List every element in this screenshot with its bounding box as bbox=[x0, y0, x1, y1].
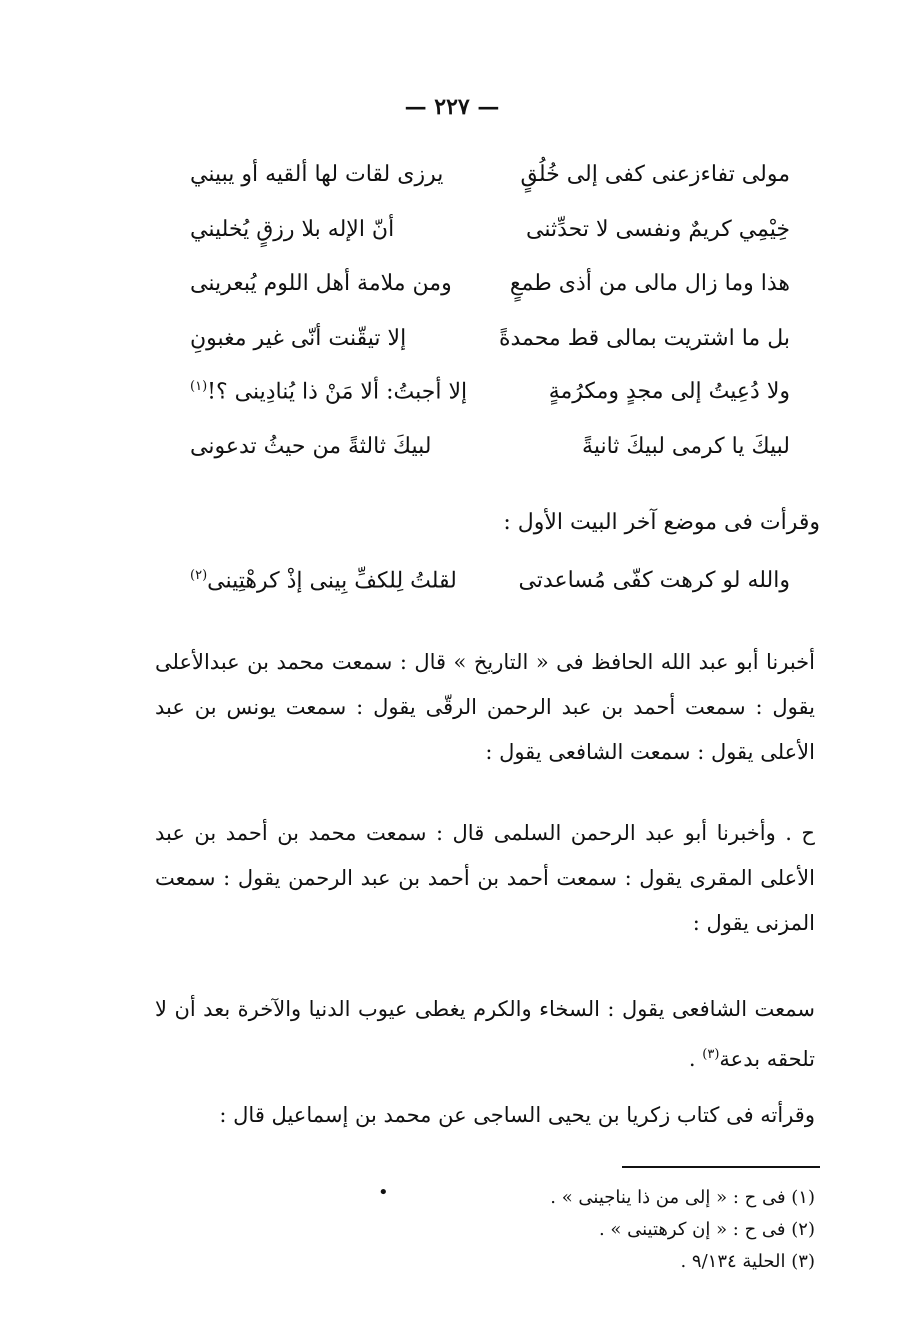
footnote-1: (١) فى ح : « إلى من ذا يناجينى » . bbox=[550, 1187, 815, 1208]
paragraph-2: ح . وأخبرنا أبو عبد الرحمن السلمى قال : سمعت محمد بن أحمد بن عبد الأعلى المقرى يقول : سمعت أحمد بن أحمد بن عبد الرحمن يقول : سمعت المزنى يقول : bbox=[155, 821, 815, 935]
variant-verse-second-hemistich-text: لقلتُ لِلكفِّ بِينى إذْ كرهْتِينى bbox=[207, 568, 457, 594]
paragraph-3 bbox=[155, 987, 815, 1082]
paragraph-4: وقرأته فى كتاب زكريا بن يحيى الساجى عن محمد بن إسماعيل قال : bbox=[219, 1103, 815, 1127]
intro-line: وقرأت فى موضع آخر البيت الأول : bbox=[503, 510, 820, 535]
verse-1-second-hemistich: يرزى لقات لها ألقيه أو يبيني bbox=[190, 162, 444, 187]
verse-2-first-hemistich: خِيْمِي كريمٌ ونفسى لا تحدِّثنى bbox=[526, 217, 790, 242]
footnote-ref-1: (١) bbox=[190, 379, 208, 394]
page-number: — ٢٢٧ — bbox=[404, 94, 500, 120]
verse-3-first-hemistich: هذا وما زال مالى من أذى طمعٍ bbox=[509, 271, 790, 296]
printer-mark: • bbox=[378, 1182, 389, 1203]
footnote-ref-3: (٣) bbox=[702, 1047, 720, 1062]
paragraph-3-text: سمعت الشافعى يقول : السخاء والكرم يغطى عيوب الدنيا والآخرة بعد أن لا تلحقه بدعة bbox=[155, 997, 815, 1071]
verse-5-second-hemistich-text: إلا أجبتُ: ألا مَنْ ذا يُنادِينى ؟! bbox=[207, 379, 468, 405]
paragraph-1: أخبرنا أبو عبد الله الحافظ فى « التاريخ » قال : سمعت محمد بن عبدالأعلى يقول : سمعت أحمد بن عبد الرحمن الرقّى يقول : سمعت يونس بن عبد الأعلى يقول : سمعت الشافعى يقول : bbox=[155, 650, 815, 764]
footnote-separator bbox=[622, 1166, 820, 1168]
poem-verse-3 bbox=[190, 271, 790, 315]
verse-5-second-hemistich bbox=[190, 379, 467, 404]
footnote-ref-2: (٢) bbox=[190, 568, 208, 583]
variant-verse bbox=[190, 568, 790, 612]
verse-3-second-hemistich: ومن ملامة أهل اللوم يُبعرينى bbox=[190, 271, 452, 296]
poem-verse-1 bbox=[190, 162, 790, 206]
verse-2-second-hemistich: أنّ الإله بلا رزقٍ يُخليني bbox=[190, 217, 395, 242]
variant-verse-second-hemistich bbox=[190, 568, 457, 593]
verse-4-second-hemistich: إلا تيقّنت أنّى غير مغبونِ bbox=[190, 326, 407, 351]
footnote-3: (٣) الحلية ٩/١٣٤ . bbox=[680, 1251, 815, 1272]
footnote-2: (٢) فى ح : « إن كرهتينى » . bbox=[598, 1219, 815, 1240]
verse-6-second-hemistich: لبيكَ ثالثةً من حيثُ تدعونى bbox=[190, 434, 432, 459]
variant-verse-first-hemistich: والله لو كرهت كفّى مُساعدتى bbox=[518, 568, 790, 593]
verse-1-first-hemistich: مولى تفاءزعنى كفى إلى خُلُقٍ bbox=[520, 162, 790, 187]
paragraph-3-end: . bbox=[688, 1047, 703, 1071]
poem-verse-6 bbox=[190, 434, 790, 478]
poem-verse-5 bbox=[190, 379, 790, 423]
verse-6-first-hemistich: لبيكَ يا كرمى لبيكَ ثانيةً bbox=[582, 434, 790, 459]
verse-4-first-hemistich: بل ما اشتريت بمالى قط محمدةً bbox=[498, 326, 790, 351]
verse-5-first-hemistich: ولا دُعِيتُ إلى مجدٍ ومكرُمةٍ bbox=[548, 379, 790, 404]
poem-verse-2 bbox=[190, 217, 790, 261]
poem-verse-4 bbox=[190, 326, 790, 370]
